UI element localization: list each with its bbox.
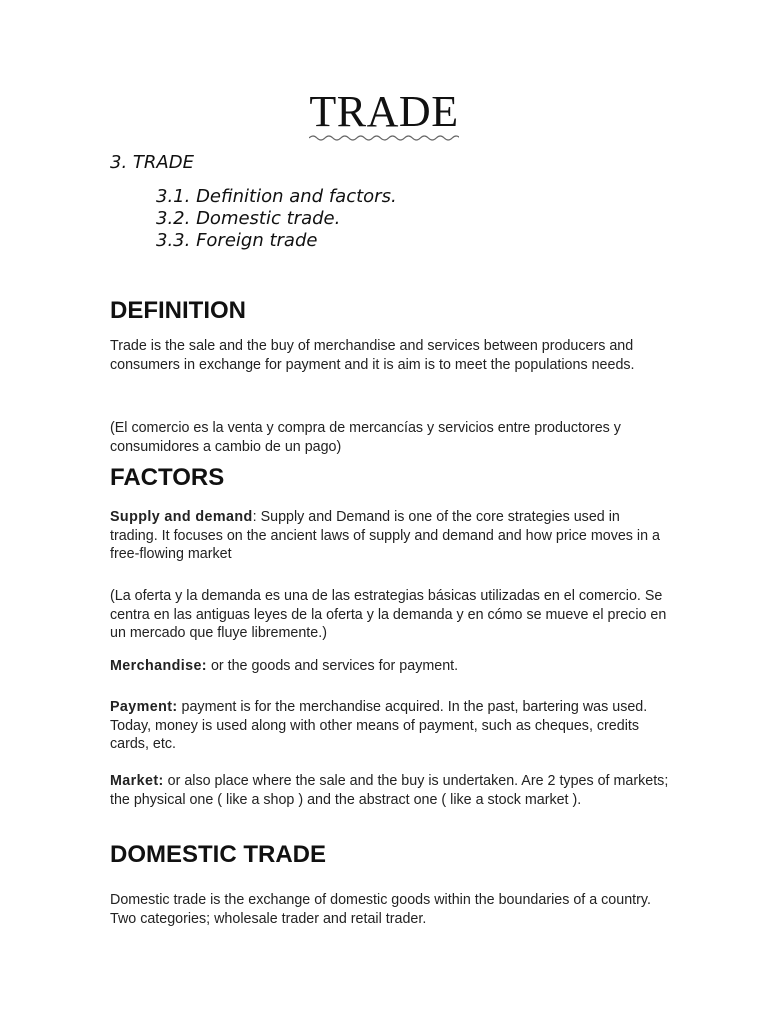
domestic-text: Domestic trade is the exchange of domestic goods within the boundaries of a country. Two categories; wholesale trader and retail trader. <box>110 892 651 927</box>
supply-term: Supply and demand <box>110 509 253 525</box>
definition-heading: DEFINITION <box>110 297 246 324</box>
document-title <box>0 86 768 138</box>
factors-heading: FACTORS <box>110 464 225 491</box>
payment-paragraph <box>110 698 670 754</box>
payment-term: Payment: <box>110 699 178 715</box>
toc-item-foreign: 3.3. Foreign trade <box>156 230 318 251</box>
toc-main: 3. TRADE <box>110 152 194 173</box>
toc-item-domestic: 3.2. Domestic trade. <box>156 208 341 229</box>
spellcheck-squiggle <box>309 134 458 142</box>
title-wrap <box>309 86 458 138</box>
definition-text: Trade is the sale and the buy of merchandise and services between producers and consumers in exchange for payment and it is aim is to meet the populations needs. <box>110 338 635 373</box>
definition-translation: (El comercio es la venta y compra de mercancías y servicios entre productores y consumidores a cambio de un pago) <box>110 420 621 455</box>
toc-item-definition: 3.1. Definition and factors. <box>156 186 397 207</box>
market-text: or also place where the sale and the buy is undertaken. Are 2 types of markets; the physical one ( like a shop ) and the abstract one ( like a stock market ). <box>110 773 669 808</box>
supply-text: : Supply and Demand is one of the core strategies used in trading. It focuses on the ancient laws of supply and demand and how price moves in a free-flowing market <box>110 509 660 562</box>
market-term: Market: <box>110 773 164 789</box>
title-text: TRADE <box>309 87 459 136</box>
domestic-heading: DOMESTIC TRADE <box>110 841 326 868</box>
payment-text: payment is for the merchandise acquired. In the past, bartering was used. Today, money is used along with other means of payment, such as cheques, credits cards, etc. <box>110 699 648 752</box>
merchandise-text: or the goods and services for payment. <box>206 658 459 674</box>
supply-paragraph <box>110 508 670 564</box>
supply-translation: (La oferta y la demanda es una de las estrategias básicas utilizadas en el comercio. Se centra en las antiguas leyes de la oferta y la demanda y en cómo se mueve el precio en un mercado que fluye libremente.) <box>110 588 667 641</box>
merchandise-paragraph <box>110 657 670 676</box>
market-paragraph <box>110 772 670 809</box>
merchandise-term: Merchandise: <box>110 658 207 674</box>
